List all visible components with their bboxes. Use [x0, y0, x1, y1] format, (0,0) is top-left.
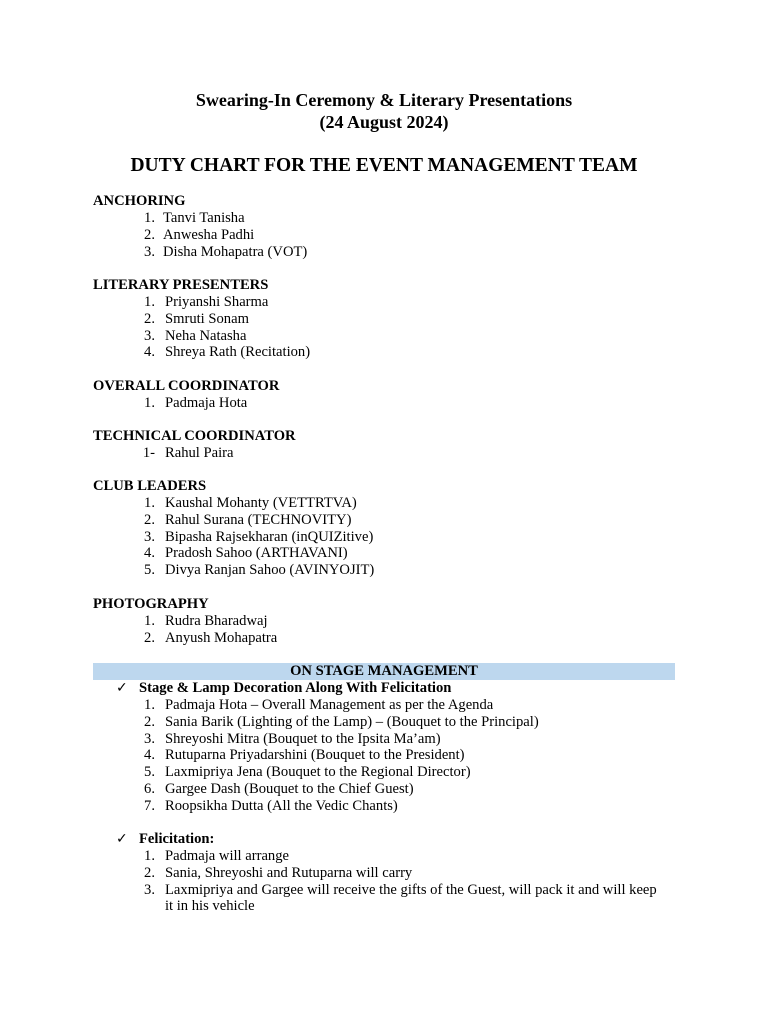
section-heading: TECHNICAL COORDINATOR	[93, 428, 296, 444]
list-number: 1.	[144, 495, 155, 511]
list-item	[93, 630, 683, 647]
list-text: Anyush Mohapatra	[165, 629, 278, 646]
list-item	[93, 328, 683, 345]
section-photography	[93, 596, 683, 647]
list-number: 4.	[144, 747, 155, 764]
section-heading: ANCHORING	[93, 193, 186, 209]
section-overall-coordinator	[93, 378, 683, 412]
list-item	[93, 545, 683, 562]
list-number: 6.	[144, 780, 155, 797]
list-item	[93, 294, 683, 311]
list-number: 1.	[144, 210, 155, 226]
list-item	[93, 798, 683, 815]
list-number: 2.	[144, 511, 155, 528]
on-stage-management-band: ON STAGE MANAGEMENT	[93, 663, 675, 680]
list-text: Rutuparna Priyadarshini (Bouquet to the President)	[165, 747, 465, 764]
list-text: Neha Natasha	[165, 327, 247, 344]
check-mark-icon: ✓	[116, 680, 128, 696]
list-text: Padmaja Hota – Overall Management as per the Agenda	[165, 697, 494, 713]
list-number: 5.	[144, 562, 155, 579]
list-number: 1.	[144, 613, 155, 629]
document-title	[0, 89, 768, 133]
list-number: 1.	[144, 294, 155, 310]
list-number: 2.	[144, 629, 155, 646]
list-item	[93, 882, 683, 916]
list-number: 3.	[144, 528, 155, 545]
section-felicitation	[93, 831, 683, 915]
list-number: 5.	[144, 764, 155, 781]
list-text: Disha Mohapatra (VOT)	[163, 243, 308, 260]
list-item	[93, 311, 683, 328]
section-anchoring	[93, 193, 683, 260]
section-literary-presenters	[93, 277, 683, 361]
list-text: Rahul Paira	[165, 445, 234, 461]
list-text: Rahul Surana (TECHNOVITY)	[165, 511, 352, 528]
list-number: 3.	[144, 243, 155, 260]
list-item	[93, 445, 683, 462]
list-text: Pradosh Sahoo (ARTHAVANI)	[165, 545, 348, 562]
list-text: Smruti Sonam	[165, 310, 249, 327]
list-item	[93, 562, 683, 579]
list-item	[93, 613, 683, 630]
list-item	[93, 781, 683, 798]
list-number: 1-	[142, 445, 155, 461]
list-item	[93, 512, 683, 529]
list-number: 1.	[144, 848, 155, 864]
checked-heading	[93, 680, 683, 697]
list-number: 2.	[144, 713, 155, 730]
list-item	[93, 529, 683, 546]
list-number: 2.	[144, 864, 155, 881]
list-item	[93, 244, 683, 261]
list-text: Laxmipriya and Gargee will receive the gifts of the Guest, will pack it and will keep it in his vehicle	[165, 881, 657, 915]
list-text: Anwesha Padhi	[163, 226, 255, 243]
list-number: 2.	[144, 226, 155, 243]
list-text: Shreyoshi Mitra (Bouquet to the Ipsita Ma’am)	[165, 730, 441, 747]
list-text: Bipasha Rajsekharan (inQUIZitive)	[165, 528, 374, 545]
list-text: Laxmipriya Jena (Bouquet to the Regional Director)	[165, 764, 471, 781]
list-text: Rudra Bharadwaj	[165, 613, 268, 629]
subsection-heading: Felicitation:	[139, 831, 215, 847]
list-text: Tanvi Tanisha	[163, 210, 245, 226]
section-technical-coordinator	[93, 428, 683, 462]
section-stage-decoration	[93, 680, 683, 815]
list-number: 7.	[144, 797, 155, 814]
list-item	[93, 747, 683, 764]
list-number: 1.	[144, 697, 155, 713]
list-item	[93, 731, 683, 748]
list-text: Padmaja Hota	[165, 395, 248, 411]
subsection-heading: Stage & Lamp Decoration Along With Felicitation	[139, 680, 452, 696]
main-heading: DUTY CHART FOR THE EVENT MANAGEMENT TEAM	[130, 155, 638, 176]
section-heading: PHOTOGRAPHY	[93, 596, 209, 612]
list-text: Padmaja will arrange	[165, 848, 289, 864]
list-item	[93, 210, 683, 227]
list-text: Priyanshi Sharma	[165, 294, 269, 310]
list-number: 3.	[144, 881, 155, 898]
checked-heading	[93, 831, 683, 848]
section-club-leaders	[93, 478, 683, 579]
list-item	[93, 495, 683, 512]
list-item	[93, 697, 683, 714]
list-number: 2.	[144, 310, 155, 327]
list-text: Sania Barik (Lighting of the Lamp) – (Bouquet to the Principal)	[165, 713, 539, 730]
list-number: 1.	[144, 395, 155, 411]
list-item	[93, 344, 683, 361]
list-text: Gargee Dash (Bouquet to the Chief Guest)	[165, 780, 414, 797]
list-item	[93, 714, 683, 731]
list-number: 4.	[144, 545, 155, 562]
title-line-1: Swearing-In Ceremony & Literary Presentations	[195, 90, 573, 110]
list-item	[93, 395, 683, 412]
list-item	[93, 865, 683, 882]
section-heading: OVERALL COORDINATOR	[93, 378, 280, 394]
list-text: Roopsikha Dutta (All the Vedic Chants)	[165, 797, 398, 814]
list-item	[93, 848, 683, 865]
list-item	[93, 227, 683, 244]
section-heading: LITERARY PRESENTERS	[93, 277, 269, 293]
list-number: 3.	[144, 730, 155, 747]
list-text: Divya Ranjan Sahoo (AVINYOJIT)	[165, 562, 375, 579]
section-heading: CLUB LEADERS	[93, 478, 207, 494]
list-text: Sania, Shreyoshi and Rutuparna will carry	[165, 864, 413, 881]
title-line-2: (24 August 2024)	[319, 112, 449, 132]
list-text: Kaushal Mohanty (VETTRTVA)	[165, 495, 357, 511]
list-item	[93, 764, 683, 781]
list-text: Shreya Rath (Recitation)	[165, 344, 311, 361]
list-number: 3.	[144, 327, 155, 344]
list-number: 4.	[144, 344, 155, 361]
check-mark-icon: ✓	[116, 831, 128, 847]
